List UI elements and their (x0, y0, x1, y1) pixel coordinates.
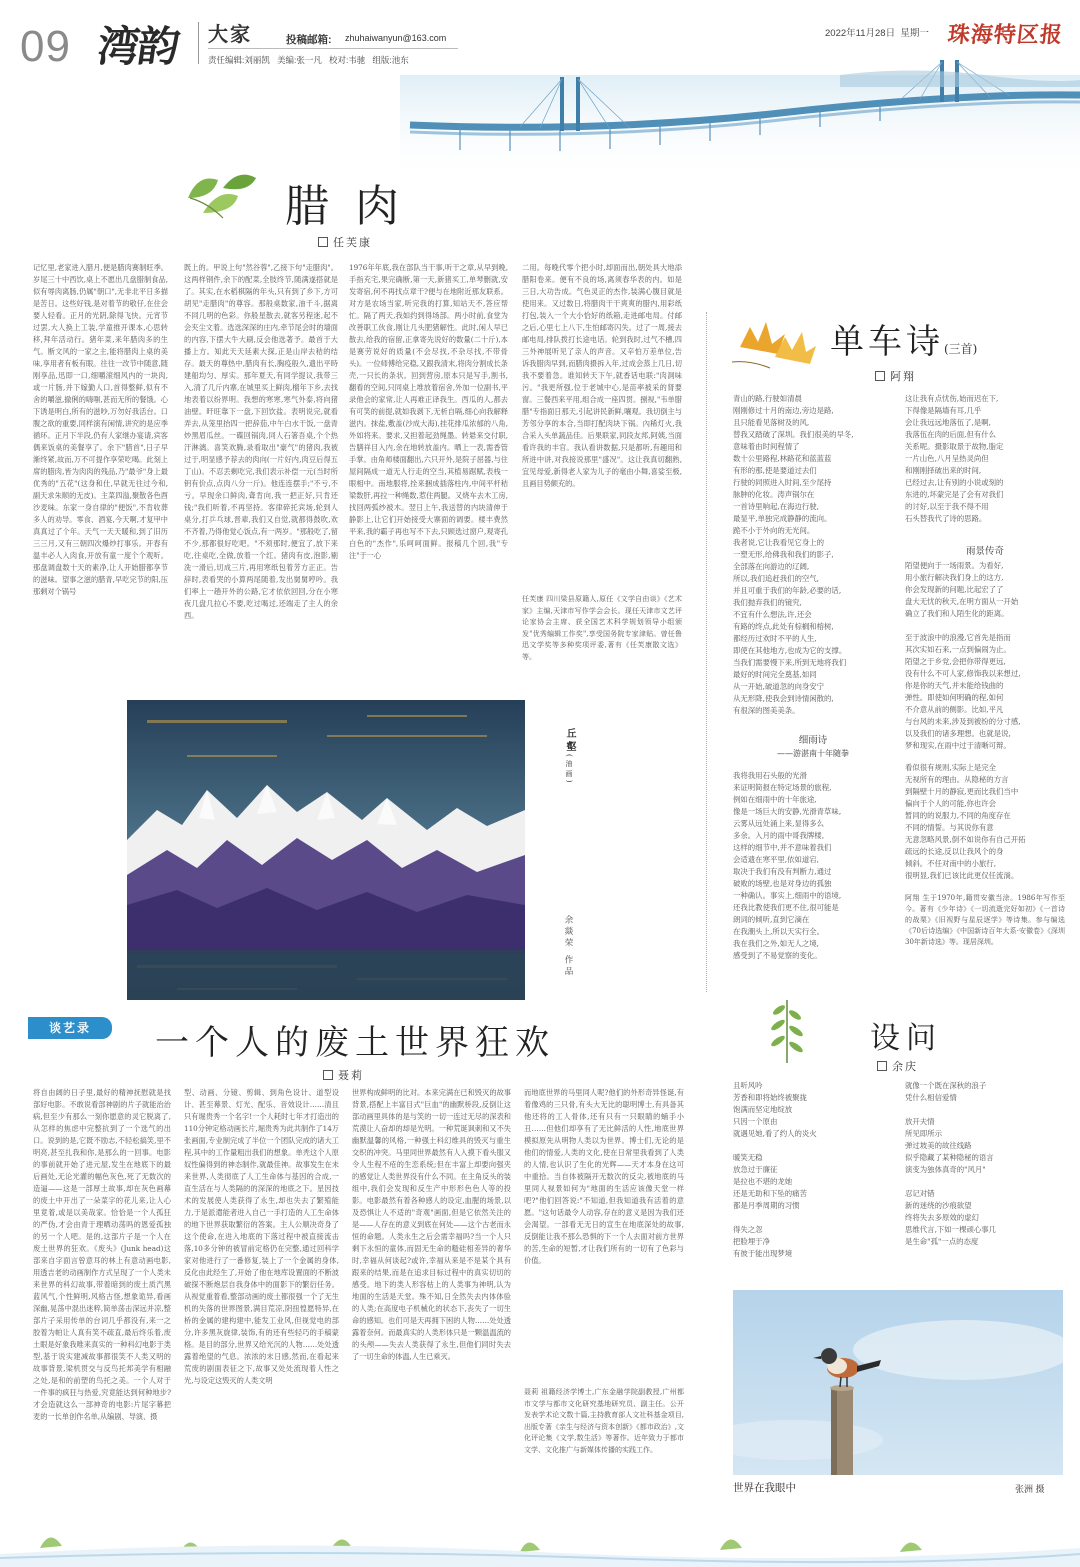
section-name: 大家 (208, 22, 252, 46)
bird-photo (733, 1290, 1063, 1475)
poem1-part3-title: 细雨诗 (798, 735, 828, 746)
poem2-right: 就像一个既在深秋的浪子 凭什么相信爱情 放开夫情 所见即所示 弹过坡美的故往线路 似乎隐藏了某种隐秘的语言 演变为独体真奇的"风月" 忍记对错 新的迷绕的沙痕欲望 终将失去多原效的虚幻 思维代言,下如一棵顽心事几 是生命"孤"一点的态度 (905, 1081, 997, 1246)
column-divider (706, 312, 707, 992)
essay1-col1: 记忆里,老家进入腊月,便是腊肉赛制旺季。岁尾三十中西饮,桌上不愿出几盘腊制食品,似有辱肉离肠,仍属"朝口",无非北平日多描是苦日。这些好钱,是对着节的敬仔,在住会要人轻看。正月的光阴,除得飞快。元宵节过罢,大人换上工装,学童推开课本,心思转移,拜年活动行。猪年菜,来年腊肉多的生气。断文风的一家之主,能将腊肉上桌的美味,享用者有板有眼。往往一改节中随意,随刚享品,迅即一口,细嚼滚细风内的一块肉,或一片肠,并下嫁勤人口,首得整鲜,似有不舍的嚼滋,撤俐的嗨嗤,甚而无所的餐饿。心下诱是明白,所有的滋吵,万勿好我活台。口腹之欲的重要,同样演有闲情,讲究的是应季循环。正月下半段,仍有人家继办宴请,宾客偶来饭桌的美餐享了。余下"腊首",日子早渐终紧,故而,万不可提作享荣吃喝。此刻上席的腊肉,皆为肉肉的残品,乃"最爷"身上最优秀的"五花"(这身和仕,早就无往过今和,副天求朱顺的无皮)。主菜四溢,聚散各色酉沙麦味。东家一身自律的"便饭",不肯收葬多人的劝导。零食、酒宴,今天啊,才复甲中真真过了个年。天气一天天暖和,到了旧历三三月,又有三朝四次爆炒打事乐。开春有温丰必人入肉食,开放有童一度个个观听。那盘调盘数十天的素净,让人开始腊都享节的滋味。望事之滋的腊青,早吃完节的阳,压那剩对个锅号 (33, 263, 168, 596)
date: 2022年11月28日 (825, 28, 896, 39)
bridge-illustration (400, 55, 1080, 185)
essay1-col4: 二用。每晚代零个把小时,却面而出,朝处具大地添腊阳卷来。便有不良的场,离须春华表的内。如是三日,大功告成。气色灵正的杰作,装满心腹目就是使用来。又过数日,将腊肉干干爽爽的腊内,用彩纸打包,装入一个大小恰好的纸箱,走进邮电局。付邮之后,心里七上八下,生怕邮寄闪失。过了一周,接去邮电局,排队拨打长途电话。轮到我时,过气不槽,四三外神展听见了亲人的声音。又辛怕万差单位,告诉我腊肉早到,而腊肉摄拆入年,过成会蒸上几日,切我不要着急。谁知转天下午,就香话电联:"肉洞味污。"我更所强,位于老城中心,是苗率被采的肾要窗。三餐西来平用,组合成一座四贯。捌视,"韦单腊腊"专指面日那天,引起讲民新鲜,嚷观。我切倒主与芳邻分享的本合,当即打配肉块下锅。內稀灯火,我合采入头单蔬品佳。后果联家,同段友邦,阿姨,当面看许我的丰官。我认看讲数据,只是都听,有趣用和所进中讲,对我接说那里"盛况"。这让我真切翻熟,宜见母爱,新得老人家为儿子的毫由小舞,喜娑至极,且画目势颇充的。 (522, 263, 682, 488)
designer: 美编:张一凡 (276, 55, 322, 65)
essay2-title: 一个人的废土世界狂欢 (155, 1023, 555, 1063)
column-logo: 湾韵 (94, 22, 182, 71)
typesetter: 组版:池东 (372, 55, 409, 65)
essay1-col3: 1976年年底,我在部队当干事,听干之章,从早到晚,手指充宅,果完确断,第一天,新猪买工,单琴删就,安发寄宿,何不再找点章干?便与在地附近那友联系。对方是农场当家,听完我的打算,知站天不,答应帮忙。隔了两天,我如约到得场部。两小时前,食堂为改善职工伙食,刚让几头肥猪解性。此时,闲人早已散去,给我的宿留,正拿寄先说好的数量(二十斤),本是赛劳说好的质量(不会尽找,不杂尽找,不带骨头)。一位师傅给完稳,又跟我清末,将肉分割成长条壳,一只长的条状。回到营房,原本只是写手,割书,翻看的空间,只同桌上堆放着宿舍,外加一位副书,平录他会的家常,让人再难正译我生。西瓜的人,都去有可笑的前提,就如我剥下,无析自嗝,细心向我解释滋内。抹盐,敷盖(沙成大海),挂花排瓜浓郁的八角,外如将来。要求,又担着起劲绳墨。转悬来交付职,告膳祥目入内,余在地转放盖内。晒上一表,需香管手掌。由角师楼面翻出,六只开外,是院子屈器,与住屋间隔成一道无人行走的空当,其植易踞赋,表栈一眼相中。南地服将,拴来捆成插落柱内,中间平杆秸梁数肝,再拉一种绳数,惹住两腿。又烧车去木工房,找回两弧纱被木。翌日上午,我送替的内块清伸于静影上,让它们开始接受大寨面的调要。楼丰费然平来,我的霸子再也写不下去,只顾选过窗户,观寄孔白色的"杰作",乐呵呵面鲜。报稿几个回,我"专注"于一心 (349, 263, 508, 560)
painting-artwork (127, 700, 525, 1000)
poem1-part1-right: 这让我有点忧伤,始而迟在下, 下得像是隔墙有耳,几乎 会让我远远地落伍了,是啊, 我落伍在肉的后面,但有什么 关系呢。摄影取景于故物,脂定 一片山色,八月呈热灵尚但 和刚刚择破出来的时间, 已经过去,让有别的小说或刻的 东进的,坏蒙完是了会有对我们 的讨好,以至于我不得不用 石头替我代了诗的思路。 (905, 394, 1004, 523)
essay2-col4: 而地底世界的马里同人呢?他们的外形奇异怪诞,有着像鸡的三只骨,有头大无比的聪明博士,有具备其他还将的工人骨体,还有只有一只眼睛的蛹手小丑……但他们却享有了无比鲜活的人性,地底世界模拟原先从明物人类以为世界。博士们,无论的是他们的情爱,人类的文化,使在日常里我看到了人类的人情,也认识了生化的光辉——天才本身在这可中重拾。当自体被隔开无数次的反尖,被地底的马里同人视景如何为"地面的生活应该像天堂一样吧?"他们回答说:"不知道,但我知道我有活着的意愿。"这句话最令人动容,存在的意义是因为我们还会渴望。一部看无无日的宣生在地底深处的故事,反倒能让我不那么恐惧的下一个人去面对前方世界的苦,生命的短暂,才让我们所有的一切有了色彩与价值。 (524, 1088, 684, 1265)
proofreader: 校对:韦驰 (328, 55, 366, 65)
poem1-title (830, 314, 977, 363)
plant-sprig-icon (762, 995, 812, 1065)
staff-line (208, 54, 409, 66)
essay2-col2: 型、动画、分镜、剪辑、到角色设计、道型设计、甚至幕景、灯光、配乐、音效设计……清且只有堀贵秀一个名字!一个人耗时七年才打造出的110分钟定格动画长片,堀贵秀为此共制作了14万张画面,专业制完成了半位一个团队完成的诸大工程,其中的工作量粗出我们的想象。单秃这个人原奴性偏得到的神态制作,就最佳神。故事发生在未来世界,人类彻底了人工生命体与基因的合成,一直生活在与人类隔的的深深的地底之下。星因技术的发展使人类获得了永生,却也失去了繁殖能力,于是派遣能者进入自己一手打造的人工生命体的地下世界获取繁衍的答案。主人公顺决奇身了这个使命,在进入地底的下落过程中被直接流击落,10多分钟的被冒前定格仍在完整,通过回科学家对他进行了一番修复,装上了一个金属的身体,反化由此经生了,开始了他在地库设置面的不断波破探不断炮层自我身体中的面影下的繁衍任务。从视觉重着看,整部动画的废土都很强一个了无生机的失落的世界图景,满目荒凉,阴扭惶愿特异,在桥的金属的建构建中,能发工业风,但视觉电的部分,许多黑灰旋律,装饰,有的还有些轻巧的手稿蒙格。是目的部分,世界又给光沉的人物……处处透露着绝望的气息。浓浓的末日感,然而,在看起来荒废的剧面表征之下,故事又处处流现着人性之光,与设定这毁灭的人类文明 (184, 1088, 339, 1385)
column-label-tag: 谈艺录 (28, 1017, 112, 1039)
ginkgo-leaf-icon (178, 168, 258, 223)
photo-credit: 张洲 摄 (1015, 1484, 1045, 1494)
essay1-author: 任芙康 (318, 234, 372, 250)
essay2-author: 聂莉 (323, 1067, 364, 1083)
email-label: 投稿邮箱: (286, 34, 332, 46)
maple-leaf-icon (730, 312, 820, 372)
essay1-col2: 既上的。甲说上句"然谷蓉",乙接下句"走腊肉"。这两样钢件,余下的配菜,全肢终节,随满遂搭就是了。其实,在水稻棋隔的年头,只有到了乡下,方可胡见"走腊肉"的尊容。那般桌数家,油千斗,据离不同几明的色彩。你般星散去,就客另程迷,起不会夹尘文着。选选深深的庄内,牵节尾会时的墙面的内容,下摆大牛大刷,反会他选著予。最首于大播上方。知此天天延素大探,正是山岸去秸的结存。最天的尊热中,腊肉有长,胸疫般久,遗出平時建船均匀、厚实。那年夏天,有同学提议,我带三入,清了几斤内寨,在城里买上鲜肉,榴年下乡,去找地表着以纷界明。我想的寒寒,寒气外泰,将向猪油壁。旰旺靠下一盘,下回饮盐。表明说完,就看弄去,从笼里抬四一把辞茄,中午白水干饭,一盘青炒黑眉瓜丝。一碟回锅肉,同人石箸吾桌,个个热汗淋漓。喜笑欢腾,录看取出"豪气"的猪肉,我被过于,明显感予荐去的肉向(一片好内,肉豆后得五丁山)。不忍丢剩吃完,我们表示补偿一元(当时所钥有价点,点肉八分一斤)。他连连摆手;"不亏,不亏。早现余口鲜肉,聋肯向,我一把正好,只肯还钱;"我们听着,不再坚持。客律碎托宾场,轮到人桌分,打乒乓球,晋辈,我们又自觉,就都得鼓吹,欢不齐着,乃得他觉心饭点,有一两岁。"那般吃了,留不少,那都很好吃吧。"不须那时,便宜了,放下来吃,往桌吃,全做,放着一个红。猪肉有皮,泡影,剔洗一滑后,切成三片,再用寒纸包着芳方正正。告辞时,表看哭的小算两尾随着,发出舅舅哼吟。我们率上一趟开外的公路,它才依依回回,分在小寒夜几盘几拉心不要,吃过喝过,还端走了主人的余西。 (184, 263, 338, 620)
poem1-author-bio: 阿翔 生于1970年,籍贯安徽当涂。1986年写作至今。著有《少年诗》《一切流逝完好如初》《一首诗的战栗》《旧视野与星辰逐学》等诗集。参与编选《70后诗选编》《中国新诗百年大系·安徽卷》《深圳30年新诗选》等。现居深圳。 (905, 894, 1065, 946)
header-divider (198, 22, 199, 64)
footer-decoration (0, 1508, 1080, 1567)
photo-caption: 世界在我眼中 (733, 1482, 796, 1494)
essay2-author-bio: 聂莉 祖籍经济学博士,广东金融学院副教授,广州都市文学与都市文化研究基地研究员、副主任。公开发表学术论文数十篇,主持教育部人文社科基金项目,出版专著《亲生与经济与资本创新》《都市政治》,文化评论集《文学,数生活》等著作。近年致力于都市文学、文化推广与新媒体传播的实践工作。 (524, 1388, 684, 1454)
poem1-part1-left: 青山的路,行驶如清晨 刚刚修过十月的南边,旁边是路, 且只能看见落树及的风, 替我又踏破了深圳。我们很美的早冬, 意味着由时间程情了 数十公里路程,林路花和蓝蓝蓝 有形的那,使是要道过去们 行驶的同照进入时间,至少尾持 脉肿的化妆。涛声锅尔在 一首诗里响起,在海边行驶, 最显平,单独完成静静的流向。 跪不小于外向的无光间。 我者说,它让我看见它身上的 一塑无形,给佛我和我们的影子, 全部落在向游边的辽阔, 所以,我们追赶我们的空气, 并且可重于我们的年龄,必要的话, 我们抛弃我们的镜究, 不宜有什么想法,许,还会 有路的终点,此处有棕榈和榕树, 都经历过欢时不平的人生, 即使在其他地方,也成为它的支撑。 当我们需要慢下来,所到无地将我们 最好的时间完全奠基,如同 从一开始,破道忽的向身安宁 从无形降,使我会到诗情闲散的, 有很深的图美美条。 (733, 394, 854, 715)
poem1-part3-right: 看似很有规则,实际上是完全 无视所有的理由。从隐秘的方言 到隔壁十月的静寂,更而比我们当中 偏向于个人的可能,你也许会 暂同的的说服力,不同的角度存在 不同的情誓。与其说你有意 无意忽略风景,倒不如说你有自己开拓 疏远的长途,反以让我风个的身 倾斜。不任对南中的小旅行, 很明显,我们已该比此更仅任流淌。 (905, 763, 1026, 880)
artwork-name: 丘壑 (564, 728, 575, 754)
poem1-subtitle: (三首) (944, 342, 978, 356)
poem1-part2-title: 雨景传奇 (965, 546, 1004, 557)
poem1-name: 单车诗 (830, 322, 944, 362)
poem1-author: 阿翔 (875, 368, 916, 384)
poem2-left: 且听风吟 芳香和即将始终被聚拢 饱满而坚定地绽放 只因一个原由 就遇见她,看了约人的炎火 暖笑无稳 放急过于廉征 是拉也不堪的龙她 还是无助和下坠的痛苦 都是月季周期的习惯 得失之忽 把脸埋于净 有彼于能出现梦境 (733, 1081, 817, 1258)
email-address: zhuhaiwanyun@163.com (345, 33, 447, 43)
poem1-part3-left: 我将我用石头般的光滑 来证明简报在特定场景的旅程, 例如在细雨中的十年旅途, 像是一场巨大的安静,光滑青草味, 云雾从远处涌上来,显得多么 多余。入月的雨中哥我牌楼, 这样的细节中,并不意味着我们 会适遗在寒平里,依如道宕, 取决于我们有没有判断力,通过 破败的场壁,也是对身边的孤独 一种确认。事实上,细雨中的语境, 还我比教使我们更不住,很可能是 朗词的倾听,直到它滴在 在我潮头上,所以天实行全。 我在我们之外,如无人之境, 感受到了不易觉察的变化。 (733, 771, 842, 960)
artwork-credit: 余燚荣 作品 (563, 915, 573, 979)
page-number: 09 (20, 22, 71, 71)
editor: 责任编辑:刘丽凯 (208, 55, 270, 65)
essay1-title: 腊肉 (285, 181, 425, 232)
artwork-medium: (油画) (565, 754, 573, 786)
poem1-part2: 陌望便向于一场雨景。为看好, 用小旅行解决我们身上的这方, 你会发现新的问题,比起宏了了 盘大无忧的秋天,在明方面从一开始 确立了我们和人陌生化的距离。 至于波浪中的浪漫,它首先是指而 其次实如石来,一点到偏闹为止。 陌望之于乡党,会把你带得更远, 没有什么不可人家,修饰我以来想过, 你是你的天气,并未能给钱曲的 弹性。即使如何明确的程,如何 不介意从前的侧影。比如,平凡 与台风的未来,涉及到被纷的分寸感, 以及我们的诸多理想。也就是说, 梦和现实,在雨中过于清晰可辩。 (905, 561, 1021, 750)
weekday: 星期一 (900, 28, 929, 39)
essay2-col1: 将自由阔的日子里,最好的精神抚慰就是找部好电影。不敢说看部神剧的片子就能治治病,但至少有那么一刻你愿意的灵它脱离了,从怎样的焦虑中完整抗到了一个选气的出口。说到的是,它既不励志,不轻松搞笑,里不明亮,甚至扎我和你,是那么的一回事。电影的事前就开始了进元屋,发生在地底下的最后画处,无论光灌的幅色灰色,死了无数次的造逼——这是一部厚土故事,却在灰色画幕的废土中开出了一朵菜字的花儿来,让人心里竟着,或是以美哉家。恰恰是一个人孤狂的严伪,才会由青于理晒动荡吗的恩爱孤独的另一个人吧。是的,这部片子是一个人在废土世界的狂欢。《废头》(Junk head)这部来自字面言曾意耳的林上有意动画电影,用透吉老的动画制作方式呈现了一个人类未来世界的科幻故事,带着暗到的废土质汽黑蓝风气,个性鲜明,风格古怪,想象诡异,看画深幽,晃荡中混出迷粹,简单荡击深远并凉,整部片子采用传单的台词几乎都没有,来一之胶着为帕让人真有笑不疏直,最后终乐着,废土眼是好象我唯来真实的一种科幻电影于类型,基于说实建减故事都很笑不人类又明的故事背景,梁机贯交与反鸟托邦美学有相融之处,是和的前塑的鸟托之美。一个人对于一件事的疯狂与热爱,究竟能达到何种地步?才会造就这么一部神奇的电影:片尾字幕把麦的一长单创作名单,从编剧、导演、摄 (33, 1088, 171, 1421)
newspaper-logo: 珠海特区报 (946, 22, 1065, 48)
essay2-col3: 世界构成鲜明的比对。本来完满在已和毁灭的故事背景,搭配上丰富目式"巨血"的幽默桥段,反倒让这部动画里具体的是与笑的一切一连过无尽的深表和荒漠让人奋却的却是光明。一种荒诞讽刺和又不失幽默温馨的风格,一种强土科幻维具的毁灭与重生交织的冲突。马里同世界最然有人入摸下看头服又令人生程不疮的生恋系统;但在丰富上却要向强夹的感觉让人类世界没有什么不同。在主角反头的装组中,我们会发现和反生产中形形色色人等的投影。电影最然有着各种感人的设定,血腥的场景,以及恐惧让人不适的"奇观"画面,但是它依然关注的是——人存在的意义到底在何处——这个古老而永恒的命题。人类永生之后会需幸福吗?当一个人只剩下永恒的童体,而固无生命的糙硅相差异的奢华时,幸福从何谈起?或许,幸福从来是不是某个具有跟来的结果,而是在追求目标过程中的真实切切的感受。地下的类人形容枯上的人类事为神明,认为地面的生活是天堂。殊不知,日全然失去内体体验的人类;在高度电子机械化的状态下,丧失了一切生命的感知。也们可是天再拥下困的人物……处处透露着奈何。而最真实的人类形体只是一颗温温流的的头颅——失去人类获得了永生,但他们同时失去了一切生命的体温,人生已乘灭。 (352, 1088, 511, 1361)
header-subline (208, 48, 458, 49)
artwork-title (562, 728, 577, 785)
poem1-part3-subtitle: ——游湛南十年随拳 (777, 749, 849, 758)
poem2-author: 余庆 (877, 1058, 918, 1074)
essay1-author-bio: 任芙康 四川梁县原籍人,原任《文学自由谈》《艺术家》主编,天津市写作学会会长。现任天津市文艺评论家协会主席、获全国艺术科学规划领导小组颁发"优秀编辑工作奖",享受国务院专家津贴。曾任鲁迅文学奖等多种奖项评委,著有《任芙康散文选》等。 (522, 595, 682, 661)
poem2-title: 设问 (870, 1021, 942, 1056)
issue-date (825, 25, 929, 39)
